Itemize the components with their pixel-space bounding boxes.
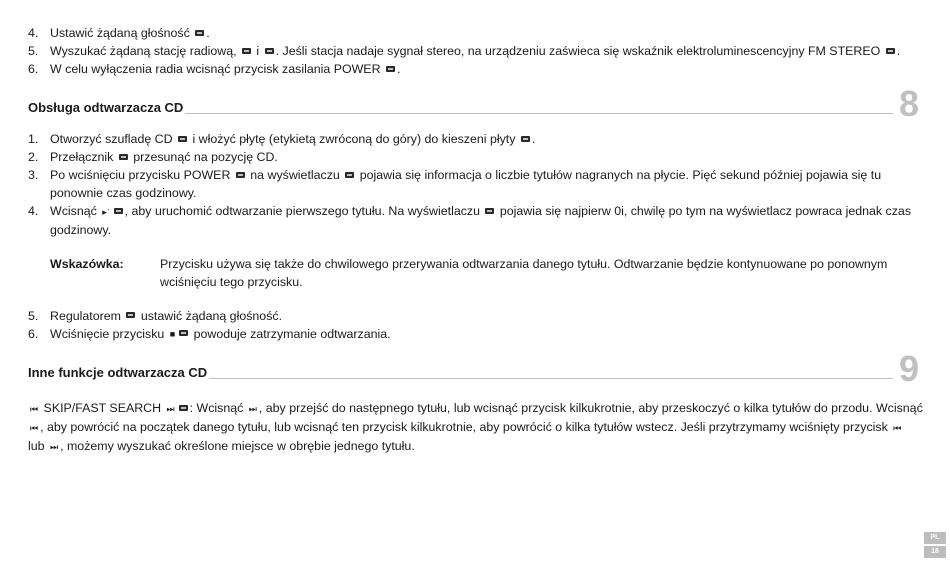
para-text: : Wcisnąć xyxy=(189,401,247,416)
item-text: Otworzyć szufladę CD xyxy=(50,132,177,146)
item-number: 6. xyxy=(28,62,39,76)
cd-steps-list xyxy=(28,130,923,239)
item-number: 3. xyxy=(28,168,39,182)
reference-icon xyxy=(126,312,135,318)
skip-back-icon: ⏮ xyxy=(893,422,902,433)
list-item xyxy=(28,24,923,42)
item-text: . Jeśli stacja nadaje sygnał stereo, na urządzeniu zaświeca się wskaźnik elektroluminescencyjny FM STEREO xyxy=(275,44,884,58)
list-item xyxy=(28,325,923,344)
section-number: 8 xyxy=(898,83,919,124)
item-text: Ustawić żądaną głośność xyxy=(50,26,194,40)
reference-icon xyxy=(386,66,395,72)
reference-icon xyxy=(195,30,204,36)
document-page xyxy=(28,24,923,456)
para-text: , aby przejść do następnego tytułu, lub wcisnąć przycisk kilkukrotnie, aby przeskoczyć o kilka tytułów do przodu. Wcisnąć xyxy=(258,401,923,416)
radio-steps-list xyxy=(28,24,923,78)
item-number: 1. xyxy=(28,132,39,146)
list-item xyxy=(28,166,923,202)
item-text: Wciśnięcie przycisku xyxy=(50,326,168,341)
reference-icon xyxy=(119,154,128,160)
item-number: 5. xyxy=(28,308,39,323)
item-text: Po wciśnięciu przycisku POWER xyxy=(50,168,234,182)
section-title: Obsługa odtwarzacza CD xyxy=(28,100,184,115)
skip-forward-icon: ⏭ xyxy=(166,404,175,415)
item-number: 4. xyxy=(28,26,39,40)
item-text: . xyxy=(896,44,901,58)
para-text: SKIP/FAST SEARCH xyxy=(40,401,165,416)
item-number: 5. xyxy=(28,44,39,58)
item-text: . xyxy=(206,26,210,40)
item-text: Wyszukać żądaną stację radiową, xyxy=(50,44,240,58)
item-text: W celu wyłączenia radia wcisnąć przycisk zasilania POWER xyxy=(50,62,384,76)
reference-icon xyxy=(485,208,494,214)
item-text: Regulatorem xyxy=(50,308,125,323)
stop-icon: ■ xyxy=(169,329,176,340)
reference-icon xyxy=(179,330,188,336)
play-pause-icon: ▸ॱ xyxy=(102,206,110,217)
item-number: 6. xyxy=(28,326,39,341)
list-item xyxy=(28,42,923,60)
reference-icon xyxy=(178,136,187,142)
tip-label: Wskazówka: xyxy=(50,256,124,271)
section-8-header xyxy=(28,83,923,124)
list-item xyxy=(28,60,923,78)
reference-icon xyxy=(179,405,188,411)
item-number: 2. xyxy=(28,150,39,164)
skip-search-paragraph xyxy=(28,399,923,455)
item-text: na wyświetlaczu xyxy=(246,168,344,182)
item-number: 4. xyxy=(28,204,39,218)
item-text: . xyxy=(396,62,401,76)
para-text: , możemy wyszukać określone miejsce w obrębie jednego tytułu. xyxy=(60,438,415,453)
skip-back-icon: ⏮ xyxy=(30,404,39,415)
list-item xyxy=(28,130,923,148)
section-9-header xyxy=(28,348,923,390)
list-item xyxy=(28,148,923,166)
item-text: i włożyć płytę (etykietą zwróconą do góry) do kieszeni płyty xyxy=(189,132,519,146)
reference-icon xyxy=(265,48,274,54)
item-text: pojawia się informacja o liczbie tytułów nagranych na płycie. Pięć sekund później pojawia się tu ponownie czas godzinowy. xyxy=(50,168,882,200)
tip-text: Przycisku używa się także do chwilowego przerywania odtwarzania danego tytułu. Odtwarzanie będzie kontynuowane po ponownym wciśnięciu tego przycisku. xyxy=(160,256,888,289)
item-text: i xyxy=(252,44,263,58)
skip-forward-icon: ⏭ xyxy=(49,441,59,452)
item-text: ustawić żądaną głośność. xyxy=(137,308,283,323)
reference-icon xyxy=(345,172,354,178)
section-number: 9 xyxy=(898,348,919,390)
skip-back-icon: ⏮ xyxy=(30,422,39,433)
reference-icon xyxy=(242,48,251,54)
item-text: przesunąć na pozycję CD. xyxy=(129,150,278,164)
item-text: , aby uruchomić odtwarzanie pierwszego tytułu. Na wyświetlaczu xyxy=(124,204,484,218)
para-text: lub xyxy=(28,438,48,453)
list-item xyxy=(28,202,923,239)
reference-icon xyxy=(114,208,123,214)
skip-forward-icon: ⏭ xyxy=(248,404,257,415)
reference-icon xyxy=(236,172,245,178)
page-corner-tab xyxy=(924,530,946,558)
para-text: , aby powrócić na początek danego tytułu, lub wcisnąć ten przycisk kilkukrotnie, aby powrócić o kilka tytułów wstecz. Jeśli przytrzymamy wciśnięty przycisk xyxy=(40,420,892,435)
item-text: powoduje zatrzymanie odtwarzania. xyxy=(190,326,391,341)
language-badge: PL xyxy=(924,532,946,544)
reference-icon xyxy=(521,136,530,142)
item-text: pojawia się najpierw 0i, chwilę po tym na wyświetlacz powraca jednak czas godzinowy. xyxy=(50,204,912,237)
reference-icon xyxy=(886,48,895,54)
item-text: . xyxy=(531,132,536,146)
tip-note xyxy=(50,255,923,291)
item-text: Przełącznik xyxy=(50,150,117,164)
cd-steps-list-continued xyxy=(28,307,923,344)
list-item xyxy=(28,307,923,325)
page-number: 18 xyxy=(924,546,946,558)
section-title: Inne funkcje odtwarzacza CD xyxy=(28,365,208,381)
item-text: Wcisnąć xyxy=(50,204,101,218)
